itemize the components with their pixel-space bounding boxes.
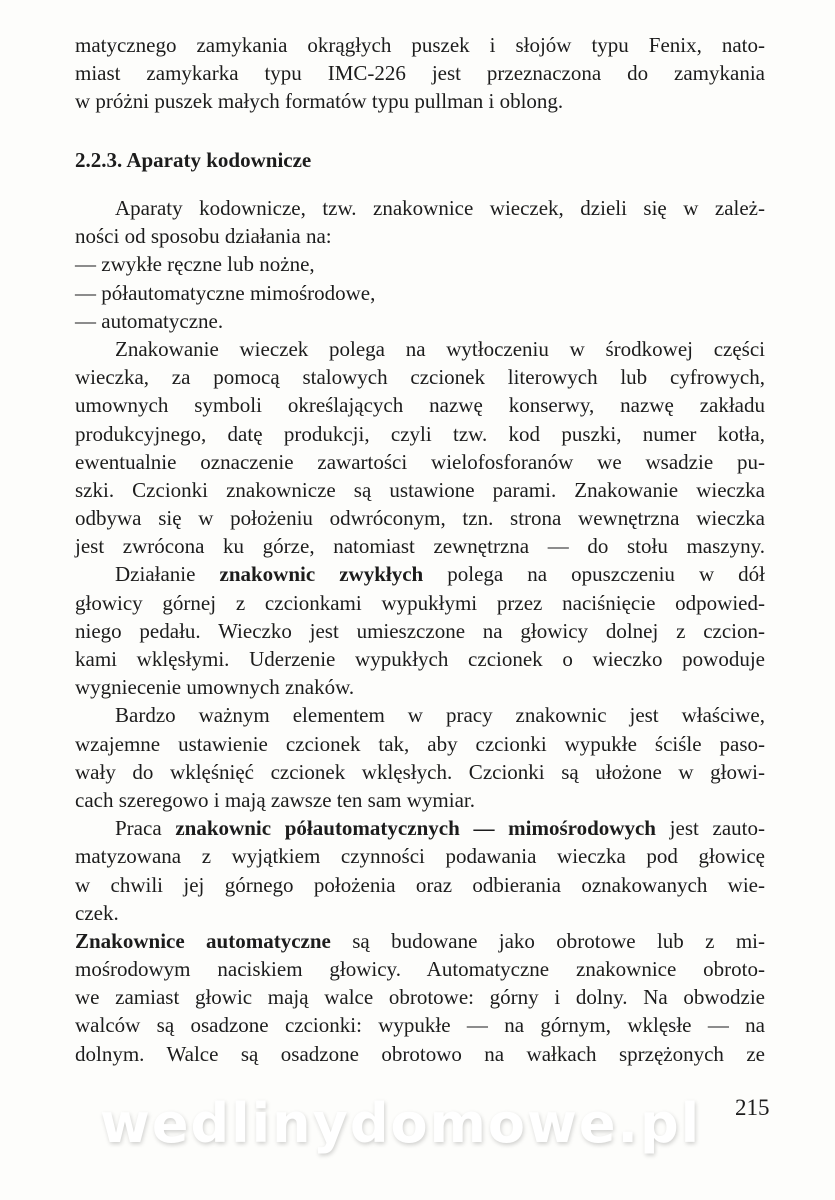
text-line (75, 504, 765, 532)
section-body (75, 194, 765, 1068)
text-run: niego pedału. Wieczko jest umieszczone na głowicy dolnej z czcion- (75, 618, 765, 643)
text-line (75, 899, 765, 927)
text-run: kami wklęsłymi. Uderzenie wypukłych czcionek o wieczko powoduje (75, 647, 765, 671)
text-run: matyzowana z wyjątkiem czynności podawania wieczka pod głowicę (75, 844, 765, 869)
text-run: we zamiast głowic mają walce obrotowe: górny i dolny. Na obwodzie (75, 985, 765, 1010)
text-line (75, 814, 765, 842)
text-line (75, 476, 765, 504)
text-line (75, 391, 765, 419)
text-run: jest zwrócona ku górze, natomiast zewnętrzna — do stołu maszyny. (75, 534, 765, 559)
text-line (75, 955, 765, 983)
text-line (75, 532, 765, 560)
text-line (75, 786, 765, 814)
text-run: dolnym. Walce są osadzone obrotowo na wałkach sprzężonych ze (75, 1041, 765, 1066)
text-line (75, 617, 765, 645)
text-line (75, 730, 765, 758)
text-run: wieczka, za pomocą stalowych czcionek literowych lub cyfrowych, (75, 365, 765, 390)
text-line (75, 927, 765, 955)
text-line (75, 701, 765, 729)
text-run: umownych symboli określających nazwę konserwy, nazwę zakładu (75, 393, 765, 418)
text-run: mośrodowym naciskiem głowicy. Automatyczne znakownice obroto- (75, 957, 765, 982)
watermark: wedlinydomowe.pl (100, 1092, 702, 1155)
text-run: ewentualnie oznaczenie zawartości wielofosforanów we wsadzie pu- (75, 449, 765, 474)
text-line (75, 87, 765, 115)
text-run: odbywa się w położeniu odwróconym, tzn. strona wewnętrzna wieczka (75, 506, 765, 531)
text-line (75, 307, 765, 335)
text-line (75, 1011, 765, 1039)
text-line (75, 589, 765, 617)
text-line (75, 194, 765, 222)
text-run: w próżni puszek małych formatów typu pullman i oblong. (75, 89, 564, 114)
section-heading: 2.2.3. Aparaty kodownicze (75, 148, 312, 172)
text-run: walców są osadzone czcionki: wypukłe — na górnym, wklęsłe — na (75, 1013, 765, 1038)
text-line (75, 645, 765, 673)
intro-paragraph (75, 31, 765, 116)
text-line (75, 842, 765, 870)
text-line (75, 363, 765, 391)
text-run: polega na opuszczeniu w dół (423, 562, 765, 587)
text-run: ności od sposobu działania na: (75, 224, 332, 249)
text-run: — zwykłe ręczne lub nożne, (75, 252, 315, 277)
text-run: Bardzo ważnym elementem w pracy znakownic jest właściwe, (115, 703, 765, 728)
text-run: — automatyczne. (75, 308, 224, 333)
text-line (75, 871, 765, 899)
text-run: głowicy górnej z czcionkami wypukłymi przez naciśnięcie odpowied- (75, 590, 765, 615)
text-run: są budowane jako obrotowe lub z mi- (330, 928, 765, 953)
text-line (75, 31, 765, 59)
text-line (75, 279, 765, 307)
bold-term: Znakownice automatyczne (75, 928, 331, 953)
text-run: w chwili jej górnego położenia oraz odbierania oznakowanych wie- (75, 872, 765, 897)
text-line (75, 673, 765, 701)
text-line (75, 983, 765, 1011)
text-run: wygniecenie umownych znaków. (75, 675, 355, 700)
text-run: wzajemne ustawienie czcionek tak, aby czcionki wypukłe ściśle paso- (75, 731, 765, 756)
text-run: matycznego zamykania okrągłych puszek i słojów typu Fenix, nato- (75, 33, 765, 57)
page-number: 215 (735, 1095, 770, 1120)
text-run: szki. Czcionki znakownicze są ustawione parami. Znakowanie wieczka (75, 477, 765, 502)
text-run: Działanie (115, 562, 220, 587)
text-run: miast zamykarka typu IMC-226 jest przeznaczona do zamykania (75, 61, 765, 86)
text-run: Aparaty kodownicze, tzw. znakownice wieczek, dzieli się w zależ- (115, 196, 765, 220)
text-run: — półautomatyczne mimośrodowe, (75, 280, 376, 305)
text-run: Znakowanie wieczek polega na wytłoczeniu w środkowej części (115, 336, 765, 361)
text-line (75, 222, 765, 250)
bold-term: znakownic półautomatycznych — mimośrodowych (175, 816, 656, 841)
bold-term: znakownic zwykłych (219, 562, 424, 587)
text-line (75, 250, 765, 278)
text-run: wały do wklęśnięć czcionek wklęsłych. Czcionki są ułożone w głowi- (75, 759, 765, 784)
text-line (75, 758, 765, 786)
text-line (75, 560, 765, 588)
text-run: jest zauto- (655, 816, 766, 841)
text-run: Praca (115, 816, 176, 841)
text-line (75, 448, 765, 476)
text-run: cach szeregowo i mają zawsze ten sam wymiar. (75, 787, 475, 812)
text-line (75, 59, 765, 87)
text-line (75, 335, 765, 363)
text-line (75, 420, 765, 448)
text-line (75, 1040, 765, 1068)
text-run: produkcyjnego, datę produkcji, czyli tzw. kod puszki, numer kotła, (75, 421, 765, 446)
text-run: czek. (75, 900, 119, 925)
